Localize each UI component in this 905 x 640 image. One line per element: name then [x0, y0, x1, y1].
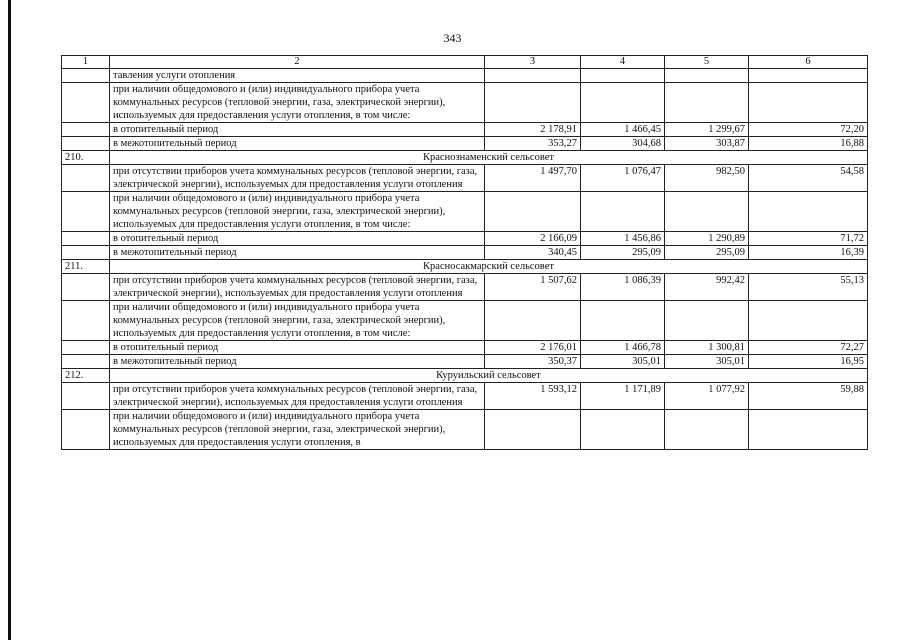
value-cell [749, 69, 868, 83]
value-cell: 2 166,09 [485, 232, 581, 246]
column-header: 1 [62, 56, 110, 69]
value-cell [581, 192, 665, 232]
value-cell: 295,09 [665, 246, 749, 260]
value-cell [581, 410, 665, 450]
row-description: в межотопительный период [110, 246, 485, 260]
value-cell [749, 301, 868, 341]
row-number-cell [62, 355, 110, 369]
table-row [62, 69, 868, 83]
value-cell [749, 83, 868, 123]
row-number-cell [62, 165, 110, 192]
value-cell: 1 290,89 [665, 232, 749, 246]
value-cell: 72,20 [749, 123, 868, 137]
column-header: 3 [485, 56, 581, 69]
value-cell: 2 176,01 [485, 341, 581, 355]
value-cell: 1 076,47 [581, 165, 665, 192]
row-description: при отсутствии приборов учета коммунальных ресурсов (тепловой энергии, газа, электрической энергии), используемых для предоставления услуги отопления [110, 383, 485, 410]
row-description: при наличии общедомового и (или) индивидуального прибора учета коммунальных ресурсов (тепловой энергии, газа, электрической энергии), используемых для предоставления услуги отопления, в том числе: [110, 301, 485, 341]
section-name: Куруильский сельсовет [110, 369, 868, 383]
table-row [62, 301, 868, 341]
table-row [62, 123, 868, 137]
table-row [62, 341, 868, 355]
value-cell [581, 83, 665, 123]
value-cell: 1 456,86 [581, 232, 665, 246]
row-number-cell [62, 123, 110, 137]
value-cell: 16,95 [749, 355, 868, 369]
row-description: при отсутствии приборов учета коммунальных ресурсов (тепловой энергии, газа, электрической энергии), используемых для предоставления услуги отопления [110, 165, 485, 192]
row-description: при наличии общедомового и (или) индивидуального прибора учета коммунальных ресурсов (тепловой энергии, газа, электрической энергии), используемых для предоставления услуги отопления, в том числе: [110, 83, 485, 123]
table-row [62, 137, 868, 151]
table-row [62, 274, 868, 301]
section-header-row [62, 260, 868, 274]
value-cell: 304,68 [581, 137, 665, 151]
value-cell: 1 507,62 [485, 274, 581, 301]
value-cell [665, 410, 749, 450]
value-cell: 303,87 [665, 137, 749, 151]
value-cell: 2 178,91 [485, 123, 581, 137]
value-cell [749, 410, 868, 450]
value-cell [485, 410, 581, 450]
value-cell [749, 192, 868, 232]
value-cell: 340,45 [485, 246, 581, 260]
row-description: при наличии общедомового и (или) индивидуального прибора учета коммунальных ресурсов (тепловой энергии, газа, электрической энергии), используемых для предоставления услуги отопления, в [110, 410, 485, 450]
value-cell [665, 301, 749, 341]
row-description: тавления услуги отопления [110, 69, 485, 83]
value-cell: 1 086,39 [581, 274, 665, 301]
table-row [62, 192, 868, 232]
table-row [62, 246, 868, 260]
row-number-cell [62, 232, 110, 246]
value-cell: 72,27 [749, 341, 868, 355]
value-cell: 16,88 [749, 137, 868, 151]
value-cell: 71,72 [749, 232, 868, 246]
value-cell [485, 301, 581, 341]
value-cell: 353,27 [485, 137, 581, 151]
column-header: 5 [665, 56, 749, 69]
section-name: Красносакмарский сельсовет [110, 260, 868, 274]
value-cell [665, 192, 749, 232]
table-row [62, 410, 868, 450]
value-cell: 1 497,70 [485, 165, 581, 192]
value-cell: 350,37 [485, 355, 581, 369]
column-header: 2 [110, 56, 485, 69]
page-number: 343 [443, 31, 462, 45]
table-row [62, 383, 868, 410]
value-cell [581, 69, 665, 83]
row-description: при наличии общедомового и (или) индивидуального прибора учета коммунальных ресурсов (тепловой энергии, газа, электрической энергии), используемых для предоставления услуги отопления, в том числе: [110, 192, 485, 232]
tariff-table [61, 55, 868, 450]
value-cell [665, 83, 749, 123]
value-cell [581, 301, 665, 341]
row-number-cell [62, 69, 110, 83]
value-cell: 1 077,92 [665, 383, 749, 410]
value-cell: 992,42 [665, 274, 749, 301]
row-description: в межотопительный период [110, 355, 485, 369]
table-row [62, 165, 868, 192]
left-margin-bar [8, 0, 11, 640]
value-cell: 1 299,67 [665, 123, 749, 137]
row-number-cell [62, 383, 110, 410]
row-number-cell [62, 137, 110, 151]
row-description: при отсутствии приборов учета коммунальных ресурсов (тепловой энергии, газа, электрической энергии), используемых для предоставления услуги отопления [110, 274, 485, 301]
value-cell [485, 83, 581, 123]
value-cell [485, 69, 581, 83]
value-cell: 982,50 [665, 165, 749, 192]
section-header-row [62, 151, 868, 165]
row-number-cell [62, 410, 110, 450]
value-cell: 54,58 [749, 165, 868, 192]
value-cell: 1 171,89 [581, 383, 665, 410]
section-name: Краснознаменский сельсовет [110, 151, 868, 165]
value-cell: 1 466,78 [581, 341, 665, 355]
column-header: 4 [581, 56, 665, 69]
section-number: 211. [62, 260, 110, 274]
section-number: 212. [62, 369, 110, 383]
value-cell: 1 300,81 [665, 341, 749, 355]
row-number-cell [62, 246, 110, 260]
table-row [62, 232, 868, 246]
column-header: 6 [749, 56, 868, 69]
value-cell: 55,13 [749, 274, 868, 301]
value-cell: 305,01 [665, 355, 749, 369]
value-cell: 1 593,12 [485, 383, 581, 410]
table-row [62, 355, 868, 369]
row-description: в межотопительный период [110, 137, 485, 151]
section-number: 210. [62, 151, 110, 165]
row-number-cell [62, 274, 110, 301]
value-cell: 16,39 [749, 246, 868, 260]
row-number-cell [62, 301, 110, 341]
row-number-cell [62, 83, 110, 123]
table-body [62, 69, 868, 450]
value-cell [665, 69, 749, 83]
value-cell: 305,01 [581, 355, 665, 369]
row-description: в отопительный период [110, 341, 485, 355]
value-cell: 1 466,45 [581, 123, 665, 137]
value-cell [485, 192, 581, 232]
value-cell: 295,09 [581, 246, 665, 260]
row-number-cell [62, 341, 110, 355]
row-number-cell [62, 192, 110, 232]
column-number-row [62, 56, 868, 69]
row-description: в отопительный период [110, 123, 485, 137]
section-header-row [62, 369, 868, 383]
value-cell: 59,88 [749, 383, 868, 410]
row-description: в отопительный период [110, 232, 485, 246]
table-row [62, 83, 868, 123]
